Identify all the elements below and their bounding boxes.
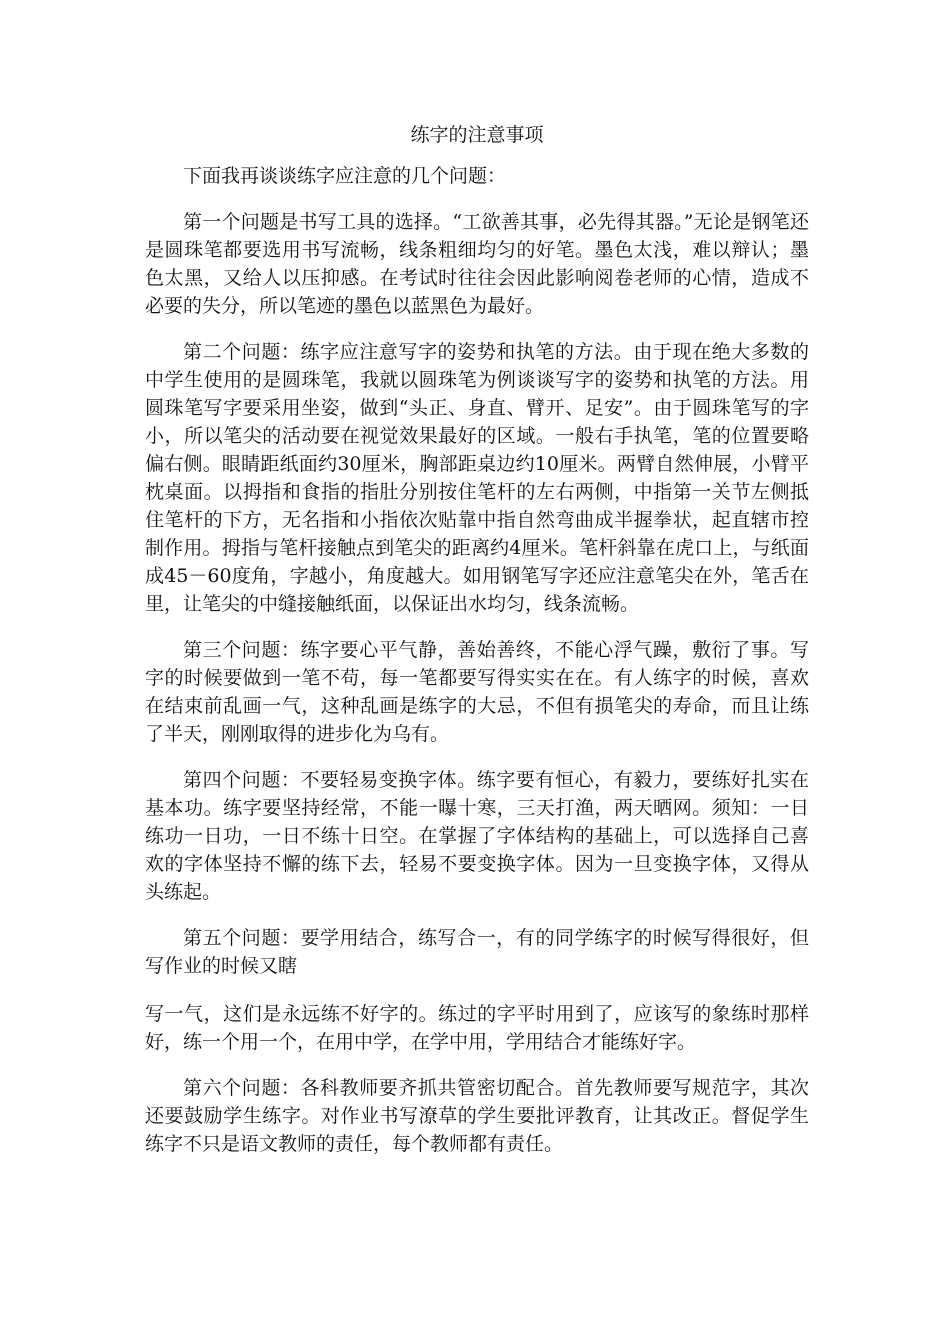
question-5-continuation-paragraph: 写一气，这们是永远练不好字的。练过的字平时用到了，应该写的象练时那样好，练一个用一个，在用中学，在学中用，学用结合才能练好字。: [145, 1003, 809, 1053]
document-title: 练字的注意事项: [410, 124, 544, 146]
question-6-paragraph: 第六个问题：各科教师要齐抓共管密切配合。首先教师要写规范字，其次还要鼓励学生练字。对作业书写潦草的学生要批评教育，让其改正。督促学生练字不只是语文教师的责任，每个教师都有责任。: [145, 1077, 809, 1155]
question-2-paragraph: 第二个问题：练字应注意写字的姿势和执笔的方法。由于现在绝大多数的中学生使用的是圆珠笔，我就以圆珠笔为例谈谈写字的姿势和执笔的方法。用圆珠笔写字要采用坐姿，做到“头正、身直、臂开、足安”。由于圆珠笔写的字小，所以笔尖的活动要在视觉效果最好的区域。一般右手执笔，笔的位置要略偏右侧。眼睛距纸面约30厘米，胸部距桌边约10厘米。两臂自然伸展，小臂平枕桌面。以拇指和食指的指肚分别按住笔杆的左右两侧，中指第一关节左侧抵住笔杆的下方，无名指和小指依次贴靠中指自然弯曲成半握拳状，起直辖市控制作用。拇指与笔杆接触点到笔尖的距离约4厘米。笔杆斜靠在虎口上，与纸面成45－60度角，字越小，角度越大。如用钢笔写字还应注意笔尖在外，笔舌在里，让笔尖的中缝接触纸面，以保证出水均匀，线条流畅。: [145, 341, 809, 615]
question-5-paragraph: 第五个问题：要学用结合，练写合一，有的同学练字的时候写得很好，但写作业的时候又瞎: [145, 927, 809, 977]
question-3-paragraph: 第三个问题：练字要心平气静，善始善终，不能心浮气躁，敷衍了事。写字的时候要做到一笔不苟，每一笔都要写得实实在在。有人练字的时候，喜欢在结束前乱画一气，这种乱画是练字的大忌，不但有损笔尖的寿命，而且让练了半天，刚刚取得的进步化为乌有。: [145, 639, 809, 745]
document-page: [145, 118, 809, 1176]
intro-paragraph: 下面我再谈谈练字应注意的几个问题：: [183, 165, 507, 187]
question-4-paragraph: 第四个问题：不要轻易变换字体。练字要有恒心，有毅力，要练好扎实在基本功。练字要坚持经常，不能一曝十寒，三天打渔，两天晒网。须知：一日练功一日功，一日不练十日空。在掌握了字体结构的基础上，可以选择自己喜欢的字体坚持不懈的练下去，轻易不要变换字体。因为一旦变换字体，又得从头练起。: [145, 769, 809, 903]
question-1-paragraph: 第一个问题是书写工具的选择。“工欲善其事，必先得其器。”无论是钢笔还是圆珠笔都要选用书写流畅，线条粗细均匀的好笔。墨色太浅，难以辩认；墨色太黑，又给人以压抑感。在考试时往往会因此影响阅卷老师的心情，造成不必要的失分，所以笔迹的墨色以蓝黑色为最好。: [145, 211, 809, 317]
